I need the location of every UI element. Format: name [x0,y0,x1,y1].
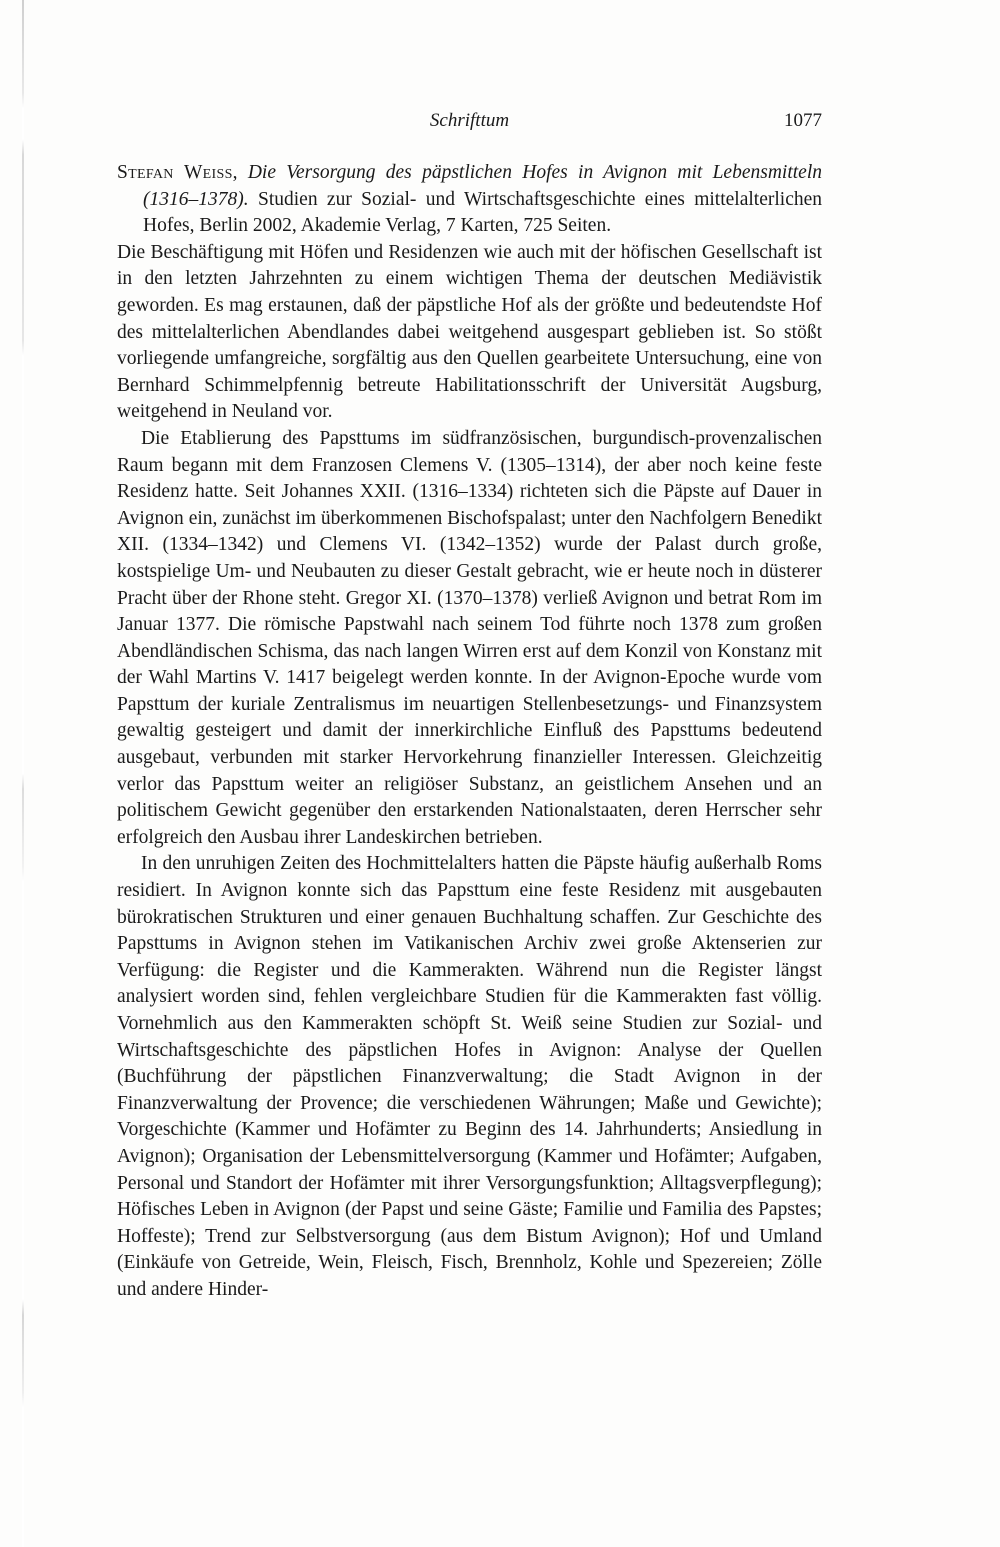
citation-author-separator: , [232,162,248,183]
running-title: Schrifttum [429,110,510,131]
book-citation [117,160,822,240]
page-content [117,160,822,1304]
review-paragraph-3: In den unruhigen Zeiten des Hochmittelalters hatten die Päpste häufig außerhalb Roms residiert. In Avignon konnte sich das Papsttum eine feste Residenz mit ausgebauten bürokratischen Strukturen und einer genauen Buchhaltung schaffen. Zur Geschichte des Papsttums in Avignon stehen im Vatikanischen Archiv zwei große Aktenserien zur Verfügung: die Register und die Kammerakten. Während nun die Register längst analysiert worden sind, fehlen vergleichbare Studien für die Kammerakten fast völlig. Vornehmlich aus den Kammerakten schöpft St. Weiß seine Studien zur Sozial- und Wirtschaftsgeschichte des päpstlichen Hofes in Avignon: Analyse der Quellen (Buchführung der päpstlichen Finanzverwaltung; die Stadt Avignon in der Finanzverwaltung der Provence; die verschiedenen Währungen; Maße und Gewichte); Vorgeschichte (Kammer und Hofämter zu Beginn des 14. Jahrhunderts; Ansiedlung in Avignon); Organisation der Lebensmittelversorgung (Kammer und Hofämter; Aufgaben, Personal und Standort der Hofämter mit ihrer Versorgungsfunktion; Alltagsverpflegung); Höfisches Leben in Avignon (der Papst und seine Gäste; Familie und Familia des Papstes; Hoffeste); Trend zur Selbstversorgung (aus dem Bistum Avignon); Hof und Umland (Einkäufe von Getreide, Wein, Fleisch, Fisch, Brennholz, Kohle und Spezereien; Zölle und andere Hinder- [117,853,822,1300]
review-paragraph-2: Die Etablierung des Papsttums im südfranzösischen, burgundisch-provenzalischen Raum begann mit dem Franzosen Clemens V. (1305–1314), der aber noch keine feste Residenz hatte. Seit Johannes XXII. (1316–1334) richteten sich die Päpste auf Dauer in Avignon ein, zunächst im überkommenen Bischofspalast; unter den Nachfolgern Benedikt XII. (1334–1342) und Clemens VI. (1342–1352) wurde der Palast durch große, kostspielige Um- und Neubauten zu dieser Gestalt gebracht, wie er heute noch in düsterer Pracht über der Rhone steht. Gregor XI. (1370–1378) verließ Avignon und betrat Rom im Januar 1377. Die römische Papstwahl nach seinem Tod führte noch 1378 zum großen Abendländischen Schisma, das nach langen Wirren erst auf dem Konzil von Konstanz mit der Wahl Martins V. 1417 beigelegt werden konnte. In der Avignon-Epoche wurde vom Papsttum der kuriale Zentralismus im neuartigen Stellenbesetzungs- und Finanzsystem gewaltig gesteigert und damit der innerkirchliche Einfluß des Papsttums bedeutend ausgebaut, verbunden mit starker Hervorkehrung finanzieller Interessen. Gleichzeitig verlor das Papsttum weiter an religiöser Substanz, an geistlichem Ansehen und an politischem Gewicht gegenüber den erstarkenden Nationalstaaten, deren Herrscher sehr erfolgreich den Ausbau ihrer Landeskirchen betrieben. [117,427,822,848]
citation-author: Stefan Weiss [117,162,233,183]
page-number: 1077 [784,110,822,131]
citation-title: Die Versorgung des päpstlichen Hofes in Avignon mit Lebensmitteln (1316–1378). [143,162,822,210]
running-head [117,110,822,140]
review-paragraph-1: Die Beschäftigung mit Höfen und Residenzen wie auch mit der höfischen Gesellschaft ist in den letzten Jahrzehnten zu einem wichtigen Thema der deutschen Mediävistik geworden. Es mag erstaunen, daß der päpstliche Hof als der größte und bedeutendste Hof des mittelalterlichen Abendlandes dabei weitgehend ausgespart geblieben ist. So stößt vorliegende umfangreiche, sorgfältig aus den Quellen gearbeitete Untersuchung, eine von Bernhard Schimmelpfennig betreute Habilitationsschrift der Universität Augsburg, weitgehend in Neuland vor. [117,241,822,423]
scan-edge [22,0,24,1547]
citation-details: Studien zur Sozial- und Wirtschaftsgeschichte eines mittelalterlichen Hofes, Berlin 2002, Akademie Verlag, 7 Karten, 725 Seiten. [143,188,822,237]
